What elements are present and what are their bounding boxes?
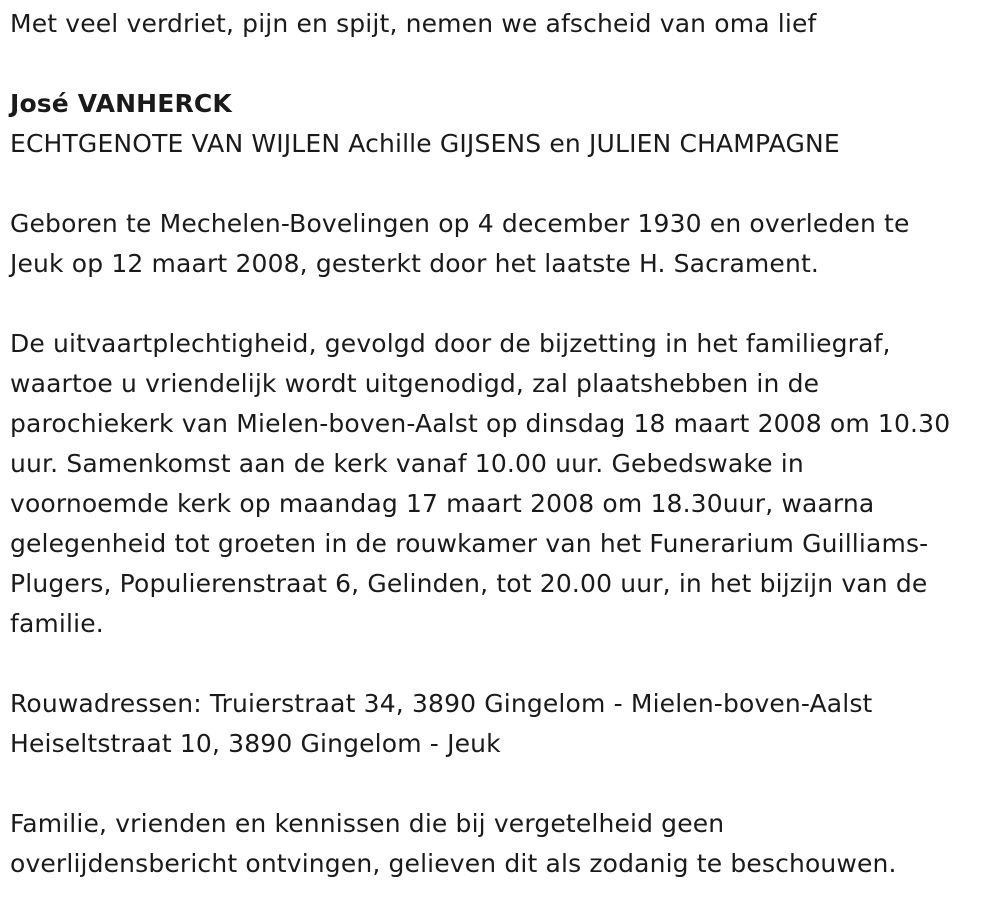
spacer [10,764,990,804]
spacer [10,164,990,204]
paragraph-line: voornoemde kerk op maandag 17 maart 2008 om 18.30uur, waarna [10,489,875,518]
addresses-paragraph [10,684,990,764]
paragraph-line: gelegenheid tot groeten in de rouwkamer van het Funerarium Guilliams- [10,529,929,558]
spacer [10,44,990,84]
paragraph-line: overlijdensbericht ontvingen, gelieven dit als zodanig te beschouwen. [10,849,897,878]
closing-paragraph [10,804,990,884]
funeral-paragraph [10,324,990,644]
birth-death-paragraph [10,204,990,284]
paragraph-line: Plugers, Populierenstraat 6, Gelinden, tot 20.00 uur, in het bijzijn van de [10,569,928,598]
paragraph-line: familie. [10,609,104,638]
paragraph-line: uur. Samenkomst aan de kerk vanaf 10.00 uur. Gebedswake in [10,449,804,478]
paragraph-line: Familie, vrienden en kennissen die bij vergetelheid geen [10,809,725,838]
address-line: Heiseltstraat 10, 3890 Gingelom - Jeuk [10,729,501,758]
spacer [10,644,990,684]
paragraph-line: waartoe u vriendelijk wordt uitgenodigd, zal plaatshebben in de [10,369,820,398]
paragraph-line: Geboren te Mechelen-Bovelingen op 4 december 1930 en overleden te [10,209,910,238]
paragraph-line: De uitvaartplechtigheid, gevolgd door de bijzetting in het familiegraf, [10,329,891,358]
deceased-name: José VANHERCK [10,89,232,118]
paragraph-line: Jeuk op 12 maart 2008, gesterkt door het laatste H. Sacrament. [10,249,820,278]
address-line: Rouwadressen: Truierstraat 34, 3890 Gingelom - Mielen-boven-Aalst [10,689,873,718]
intro-line: Met veel verdriet, pijn en spijt, nemen we afscheid van oma lief [10,9,817,38]
spacer [10,284,990,324]
spouse-line: ECHTGENOTE VAN WIJLEN Achille GIJSENS en JULIEN CHAMPAGNE [10,129,840,158]
paragraph-line: parochiekerk van Mielen-boven-Aalst op dinsdag 18 maart 2008 om 10.30 [10,409,951,438]
